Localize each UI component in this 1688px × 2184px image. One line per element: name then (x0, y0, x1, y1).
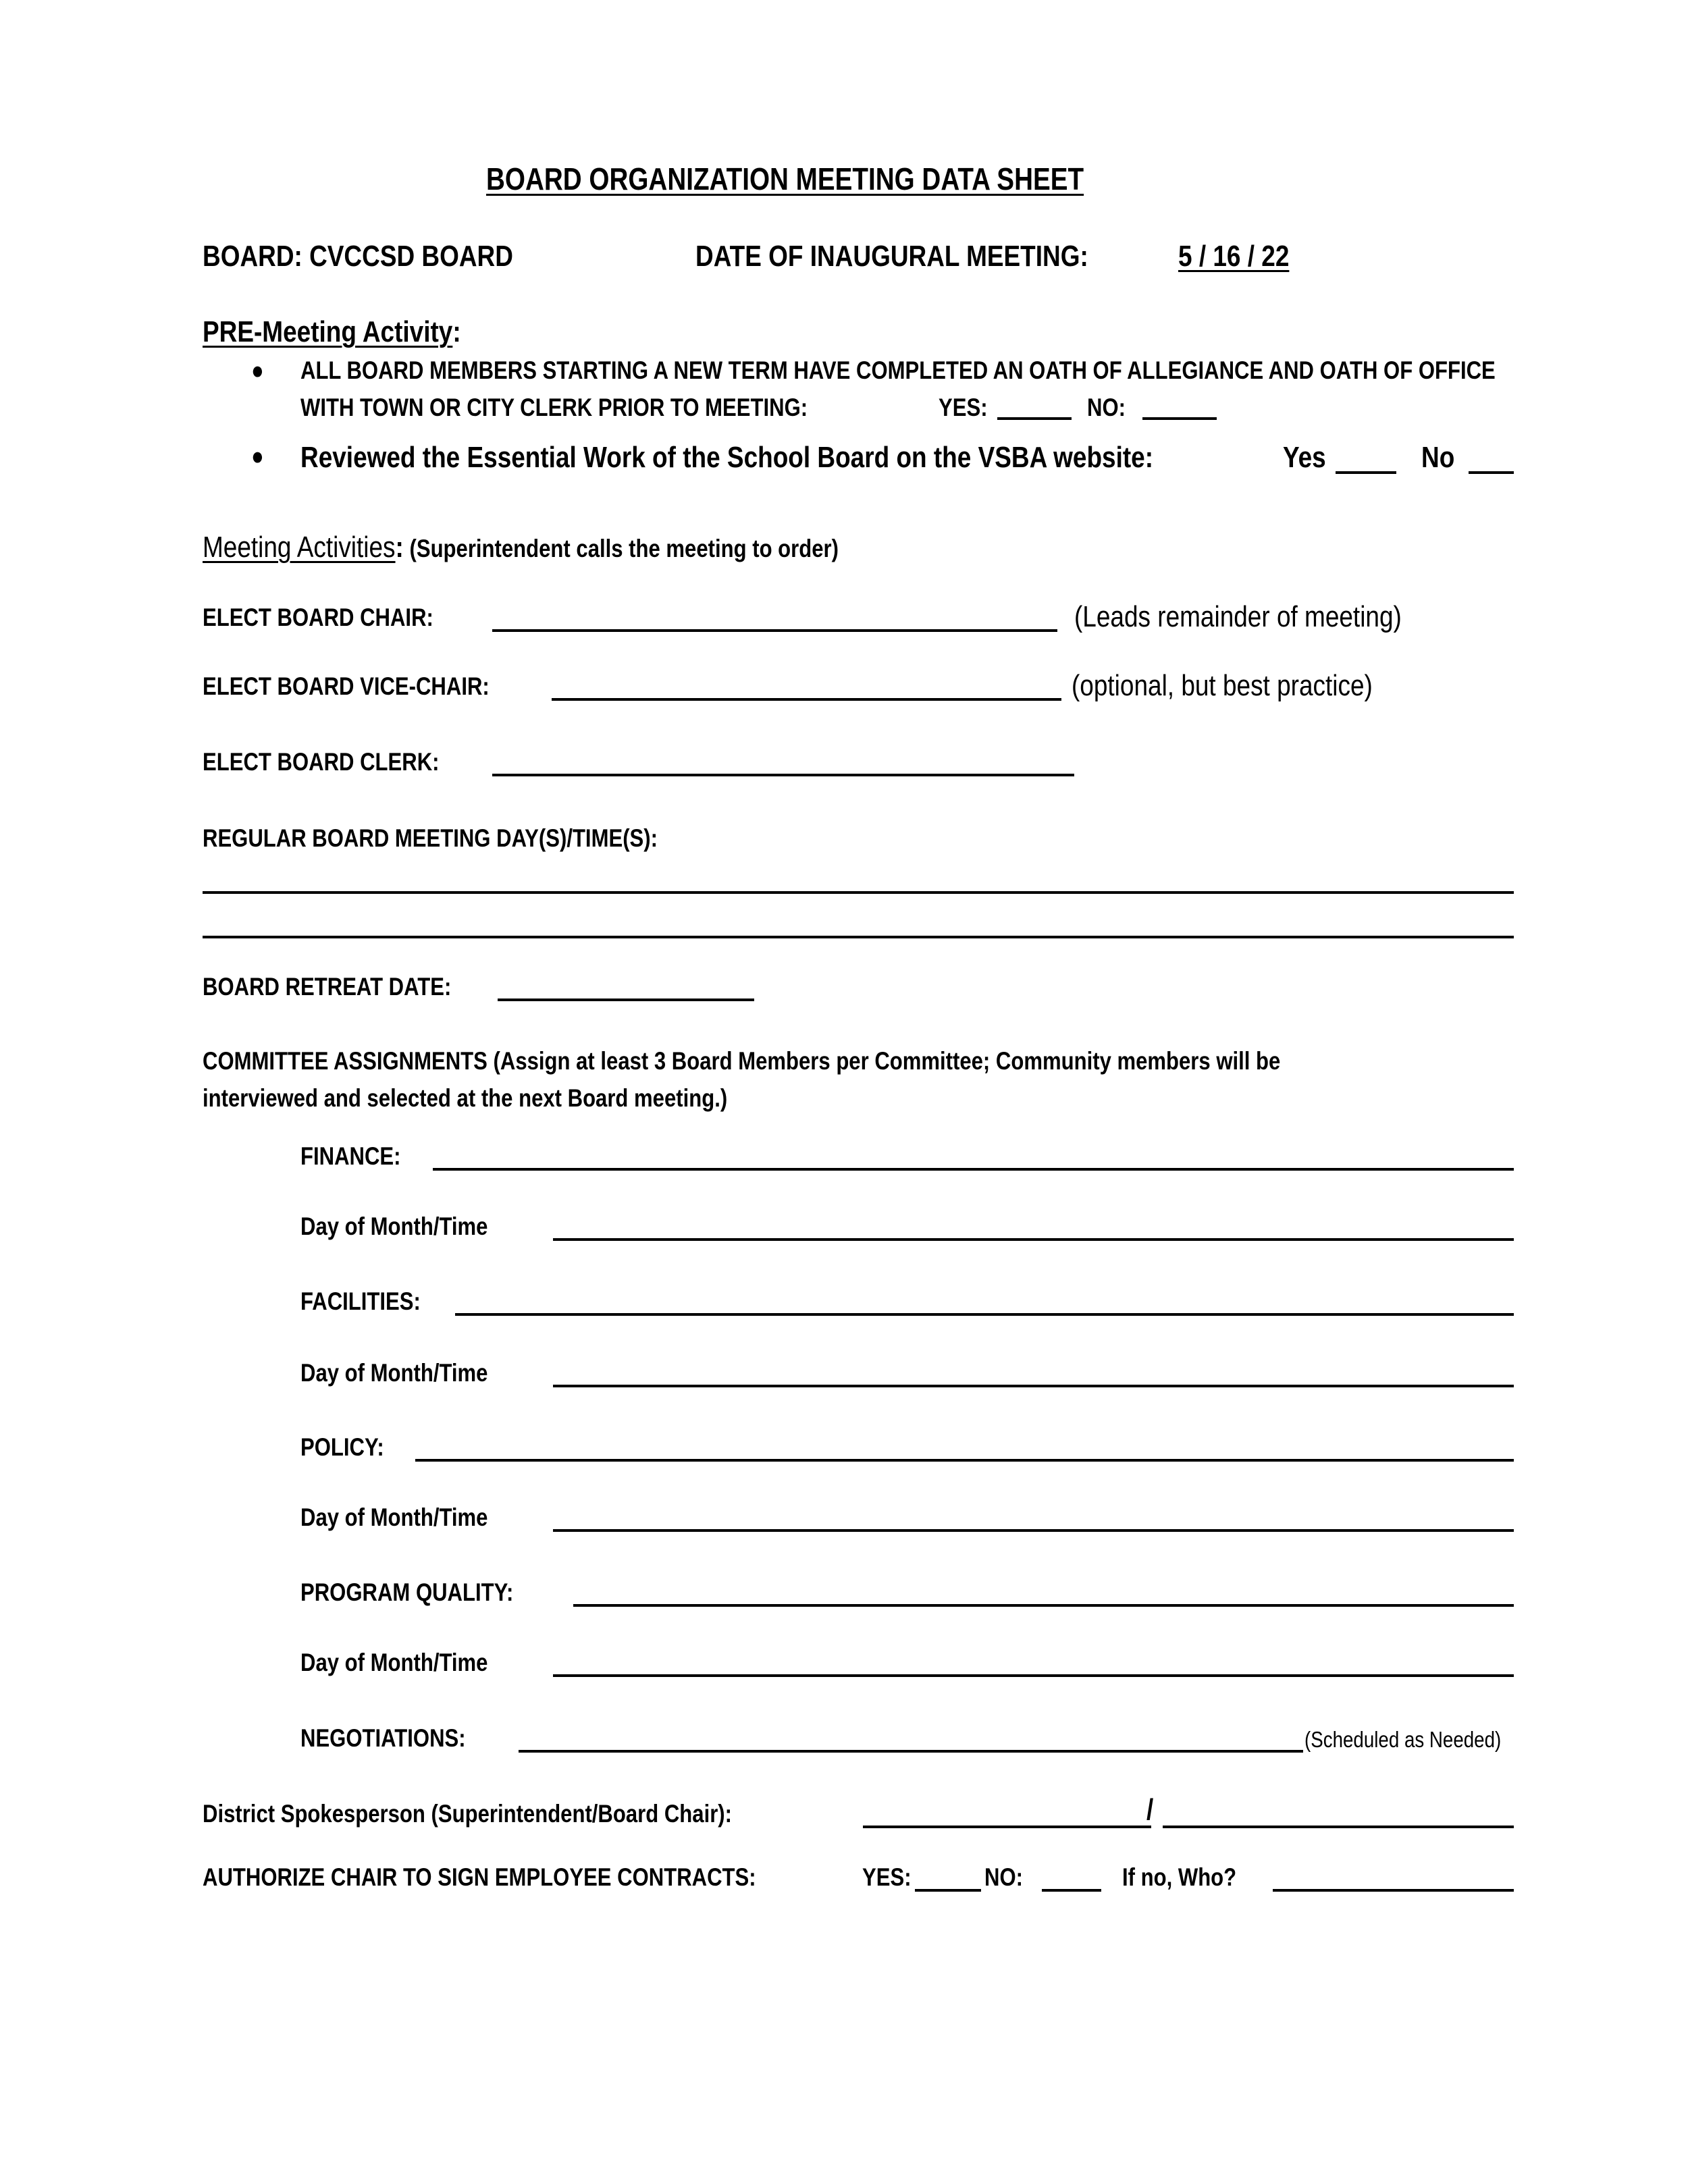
date-value: 5 / 16 / 22 (1178, 240, 1290, 273)
negotiations-note: (Scheduled as Needed) (1304, 1727, 1502, 1752)
colon: : (452, 315, 461, 348)
finance-label: FINANCE: (300, 1142, 401, 1170)
facilities-day-time-label: Day of Month/Time (300, 1359, 488, 1387)
vsba-review-text: Reviewed the Essential Work of the School Board on the VSBA website: (300, 441, 1154, 474)
bullet-icon: ● (251, 442, 264, 470)
vsba-no-blank[interactable] (1469, 471, 1514, 474)
oath-text-line1: ALL BOARD MEMBERS STARTING A NEW TERM HAVE COMPLETED AN OATH OF ALLEGIANCE AND OATH OF OFFICE (300, 356, 1496, 384)
policy-day-time-label: Day of Month/Time (300, 1503, 488, 1531)
facilities-day-time-blank[interactable] (553, 1385, 1514, 1387)
negotiations-blank[interactable] (519, 1750, 1303, 1753)
program-day-time-blank[interactable] (553, 1674, 1514, 1677)
vsba-yes-label: Yes (1283, 441, 1326, 474)
page-title: BOARD ORGANIZATION MEETING DATA SHEET (486, 161, 1084, 196)
colon: : (395, 531, 404, 564)
elect-clerk-label: ELECT BOARD CLERK: (203, 748, 440, 776)
committee-text-line1: COMMITTEE ASSIGNMENTS (Assign at least 3 Board Members per Committee; Community members will be (203, 1047, 1281, 1075)
policy-label: POLICY: (300, 1433, 384, 1461)
spokesperson-blank-2[interactable] (1163, 1826, 1514, 1828)
finance-day-time-blank[interactable] (553, 1238, 1514, 1241)
elect-vice-chair-label: ELECT BOARD VICE-CHAIR: (203, 672, 490, 700)
board-label: BOARD: CVCCSD BOARD (203, 240, 513, 273)
date-label: DATE OF INAUGURAL MEETING: (695, 240, 1088, 273)
authorize-yes-blank[interactable] (915, 1889, 981, 1892)
authorize-who-label: If no, Who? (1122, 1863, 1237, 1891)
program-quality-label: PROGRAM QUALITY: (300, 1578, 514, 1606)
bullet-icon: ● (251, 356, 264, 384)
regular-meeting-blank-2[interactable] (203, 936, 1514, 938)
meeting-note: (Superintendent calls the meeting to order) (409, 535, 839, 562)
meeting-activities-heading (203, 530, 839, 565)
authorize-no-label: NO: (984, 1863, 1023, 1891)
facilities-label: FACILITIES: (300, 1287, 421, 1315)
finance-blank[interactable] (433, 1168, 1514, 1171)
spokesperson-label: District Spokesperson (Superintendent/Board Chair): (203, 1800, 733, 1828)
pre-meeting-heading (203, 315, 461, 350)
elect-vice-chair-note: (optional, but best practice) (1072, 669, 1373, 702)
meeting-heading-text: Meeting Activities (203, 531, 396, 564)
elect-chair-blank[interactable] (492, 629, 1057, 632)
elect-chair-note: (Leads remainder of meeting) (1074, 600, 1402, 633)
vsba-no-label: No (1421, 441, 1455, 474)
spokesperson-slash: / (1146, 1793, 1154, 1826)
policy-day-time-blank[interactable] (553, 1529, 1514, 1532)
program-quality-blank[interactable] (573, 1604, 1514, 1607)
regular-meeting-label: REGULAR BOARD MEETING DAY(S)/TIME(S): (203, 824, 658, 852)
retreat-date-blank[interactable] (498, 998, 754, 1001)
authorize-who-blank[interactable] (1273, 1889, 1514, 1892)
regular-meeting-blank-1[interactable] (203, 891, 1514, 894)
authorize-no-blank[interactable] (1042, 1889, 1101, 1892)
elect-vice-chair-blank[interactable] (552, 698, 1061, 701)
negotiations-label: NEGOTIATIONS: (300, 1724, 466, 1752)
pre-heading-text: PRE-Meeting Activity (203, 315, 453, 348)
authorize-yes-label: YES: (862, 1863, 912, 1891)
facilities-blank[interactable] (455, 1313, 1514, 1316)
finance-day-time-label: Day of Month/Time (300, 1213, 488, 1240)
oath-yes-label: YES: (939, 394, 988, 421)
policy-blank[interactable] (415, 1459, 1514, 1462)
oath-text-line2: WITH TOWN OR CITY CLERK PRIOR TO MEETING: (300, 394, 808, 421)
authorize-label: AUTHORIZE CHAIR TO SIGN EMPLOYEE CONTRACTS: (203, 1863, 756, 1891)
oath-no-blank[interactable] (1142, 417, 1217, 420)
program-day-time-label: Day of Month/Time (300, 1649, 488, 1676)
elect-clerk-blank[interactable] (492, 774, 1074, 776)
vsba-yes-blank[interactable] (1336, 471, 1396, 474)
oath-no-label: NO: (1087, 394, 1126, 421)
retreat-date-label: BOARD RETREAT DATE: (203, 973, 452, 1001)
committee-text-line2: interviewed and selected at the next Board meeting.) (203, 1084, 728, 1112)
elect-chair-label: ELECT BOARD CHAIR: (203, 604, 433, 631)
oath-yes-blank[interactable] (997, 417, 1072, 420)
spokesperson-blank-1[interactable] (863, 1826, 1151, 1828)
